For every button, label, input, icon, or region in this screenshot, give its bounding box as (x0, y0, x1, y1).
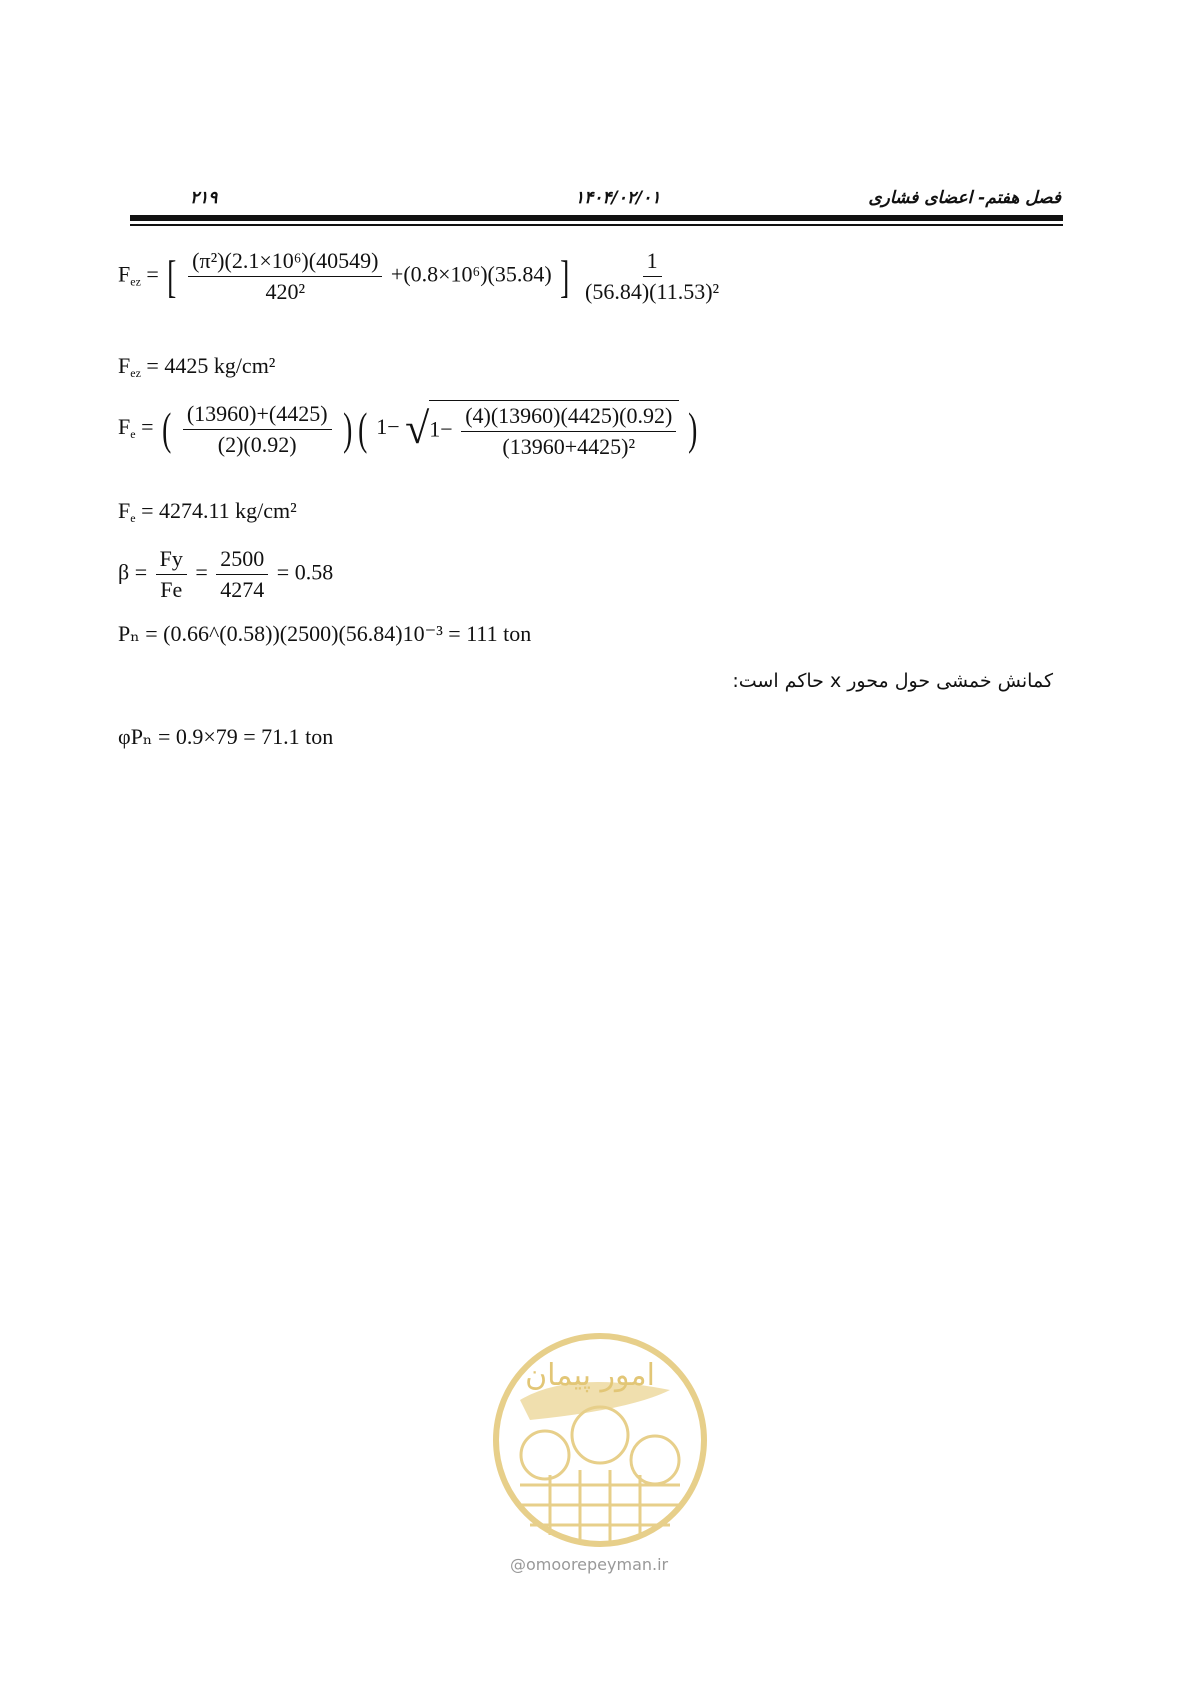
page-number: ۲۱۹ (190, 188, 218, 208)
fez-fraction-2 (581, 250, 723, 303)
fe-sqrt-one-minus: 1− (429, 416, 453, 442)
paren-right-2: ) (687, 403, 698, 454)
fez-subscript: ez (130, 274, 141, 289)
equation-beta: β = $\frac{Fy}{Fe}$ = $\frac{2500}{4274}$ = 0.58 (118, 546, 334, 602)
page-date: ۱۴۰۴/۰۲/۰۱ (575, 188, 661, 208)
equation-fez-result (118, 355, 275, 379)
fe-subscript: e (130, 427, 136, 442)
fe-fraction (183, 400, 332, 457)
equation-pn: Pₙ = (0.66^(0.58))(2500)(56.84)10⁻³ = 111 ton (118, 621, 532, 646)
beta-numerator: 2500 (216, 548, 268, 575)
watermark-site: @omoorepeyman.ir (510, 1555, 669, 1574)
beta-fraction-symbolic (156, 548, 187, 601)
paren-left-2: ( (358, 403, 368, 454)
fe-symbol: F (118, 498, 131, 523)
governing-text: کمانش خمشی حول محور x حاکم است: (732, 670, 1053, 692)
equation-phi-pn: φPₙ = 0.9×79 = 71.1 ton (118, 724, 334, 749)
sqrt-sign: √ (405, 404, 430, 453)
chapter-title: فصل هفتم- اعضای فشاری (868, 188, 1061, 208)
header-rule-thin (130, 224, 1063, 226)
paren-right: ) (343, 403, 353, 454)
fe-numerator: (13960)+(4425) (183, 403, 332, 430)
watermark-logo-text: امور پیمان (525, 1358, 655, 1393)
beta-fraction-numeric (216, 548, 268, 601)
beta-denominator: 4274 (220, 577, 265, 602)
fe-inner-denominator: (13960+4425)² (502, 434, 636, 459)
fez-numerator: (π²)(2.1×10⁶)(40549) (188, 250, 382, 277)
fez-one: 1 (643, 250, 662, 277)
beta-fy: Fy (156, 548, 187, 575)
fe-symbol: F (118, 414, 131, 440)
fe-inner-numerator: (4)(13960)(4425)(0.92) (461, 405, 676, 432)
equation-fez: $F_{ez}$ = [ $\frac{\text{(π²)(2.1×10⁶)(40549)}}{\text{420²}}$ +(0.8×10⁶)(35.84) ] $\frac{1}{\text{(56.84)(11.53)²}}$ (118, 250, 726, 303)
fe-one-minus: 1− (376, 414, 400, 440)
fez-result: = 4425 kg/cm² (146, 353, 276, 378)
bracket-left: [ (167, 250, 177, 302)
fez-denominator: 420² (265, 279, 306, 304)
fez-symbol: F (118, 353, 131, 378)
header-rule-thick (130, 215, 1063, 221)
beta-result: = 0.58 (276, 559, 334, 585)
fe-inner-fraction (461, 405, 676, 458)
fez-fraction (188, 250, 382, 303)
paren-left: ( (162, 403, 172, 454)
beta-lhs: β = (118, 559, 148, 585)
watermark-logo (490, 1330, 710, 1550)
fe-denominator: (2)(0.92) (217, 431, 297, 457)
fez-symbol: F (118, 261, 131, 287)
bracket-right: ] (560, 250, 570, 302)
equation-fe-result (118, 500, 297, 524)
beta-fe: Fe (160, 577, 183, 602)
equation-fe: $F_e$ = ( $\frac{(13960)+(4425)}{(2)(0.92)}$ ) ( 1− √1− $\frac{(4)(13960)(4425)(0.92)}{\text{(13960+4425)²}}$ ) (118, 400, 698, 459)
fez-denominator-2: (56.84)(11.53)² (585, 279, 720, 304)
sqrt-body (429, 400, 679, 458)
fe-result: = 4274.11 kg/cm² (141, 498, 297, 523)
fez-subscript: ez (130, 366, 141, 380)
fe-subscript: e (130, 511, 136, 525)
fez-plus-term: +(0.8×10⁶)(35.84) (390, 261, 552, 287)
